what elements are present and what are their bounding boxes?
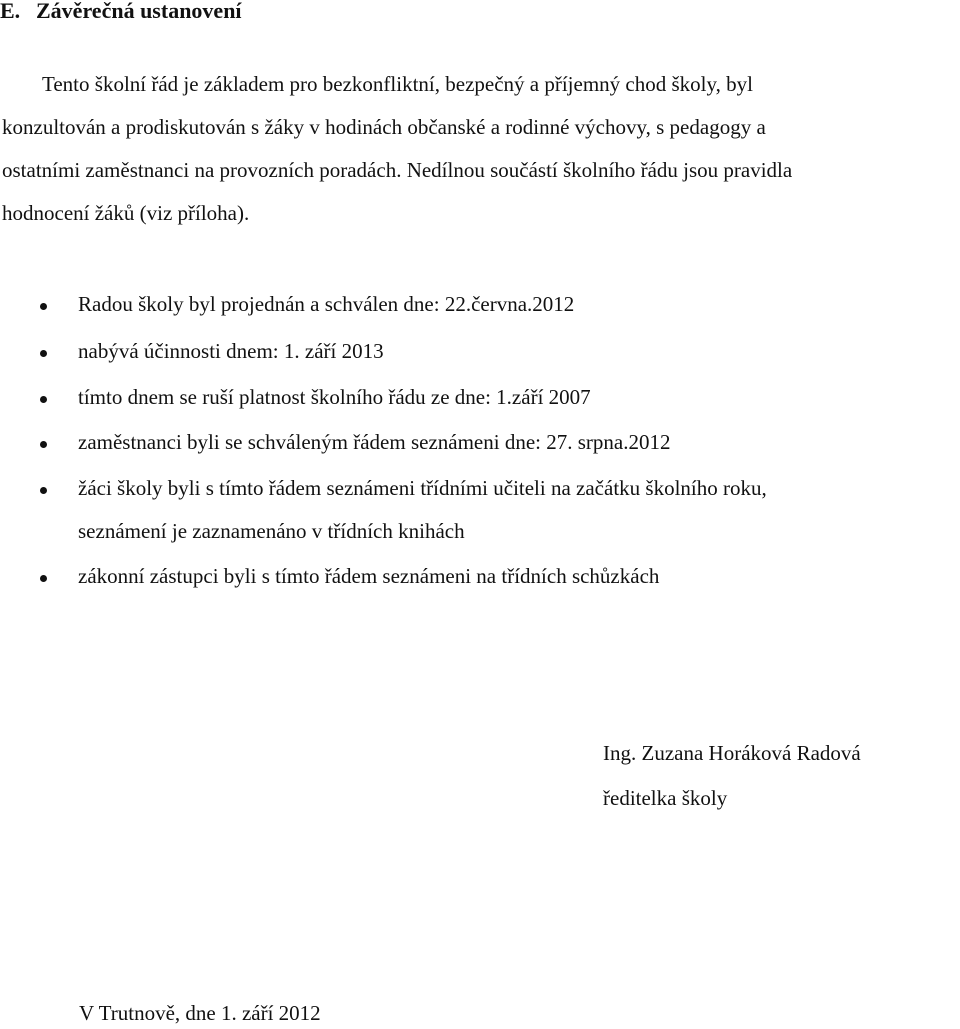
bullet-icon — [40, 575, 47, 582]
intro-line-4: hodnocení žáků (viz příloha). — [2, 201, 250, 225]
list-item-text: tímto dnem se ruší platnost školního řádu ze dne: 1.září 2007 — [78, 385, 591, 409]
section-number: E. — [0, 0, 21, 23]
list-item-text: zákonní zástupci byli s tímto řádem seznámeni na třídních schůzkách — [78, 564, 660, 588]
section-heading — [0, 0, 242, 24]
bullet-icon — [40, 350, 47, 357]
list-item-text: nabývá účinnosti dnem: 1. září 2013 — [78, 339, 384, 363]
intro-line-2: konzultován a prodiskutován s žáky v hodinách občanské a rodinné výchovy, s pedagogy a — [2, 115, 766, 139]
place-date: V Trutnově, dne 1. září 2012 — [79, 1001, 321, 1025]
bullet-icon — [40, 396, 47, 403]
intro-line-1: Tento školní řád je základem pro bezkonfliktní, bezpečný a příjemný chod školy, byl — [42, 72, 753, 96]
section-title: Závěrečná ustanovení — [36, 0, 242, 23]
list-item-text: Radou školy byl projednán a schválen dne: 22.června.2012 — [78, 292, 575, 316]
signature-role: ředitelka školy — [603, 786, 728, 810]
bullet-icon — [40, 441, 47, 448]
list-item-text: žáci školy byli s tímto řádem seznámeni třídními učiteli na začátku školního roku, — [78, 476, 767, 500]
list-item-continuation: seznámení je zaznamenáno v třídních knihách — [78, 519, 465, 543]
signature-name: Ing. Zuzana Horáková Radová — [603, 741, 861, 765]
intro-line-3: ostatními zaměstnanci na provozních poradách. Nedílnou součástí školního řádu jsou pravidla — [2, 158, 793, 182]
bullet-icon — [40, 303, 47, 310]
bullet-icon — [40, 487, 47, 494]
list-item-text: zaměstnanci byli se schváleným řádem seznámeni dne: 27. srpna.2012 — [78, 430, 671, 454]
